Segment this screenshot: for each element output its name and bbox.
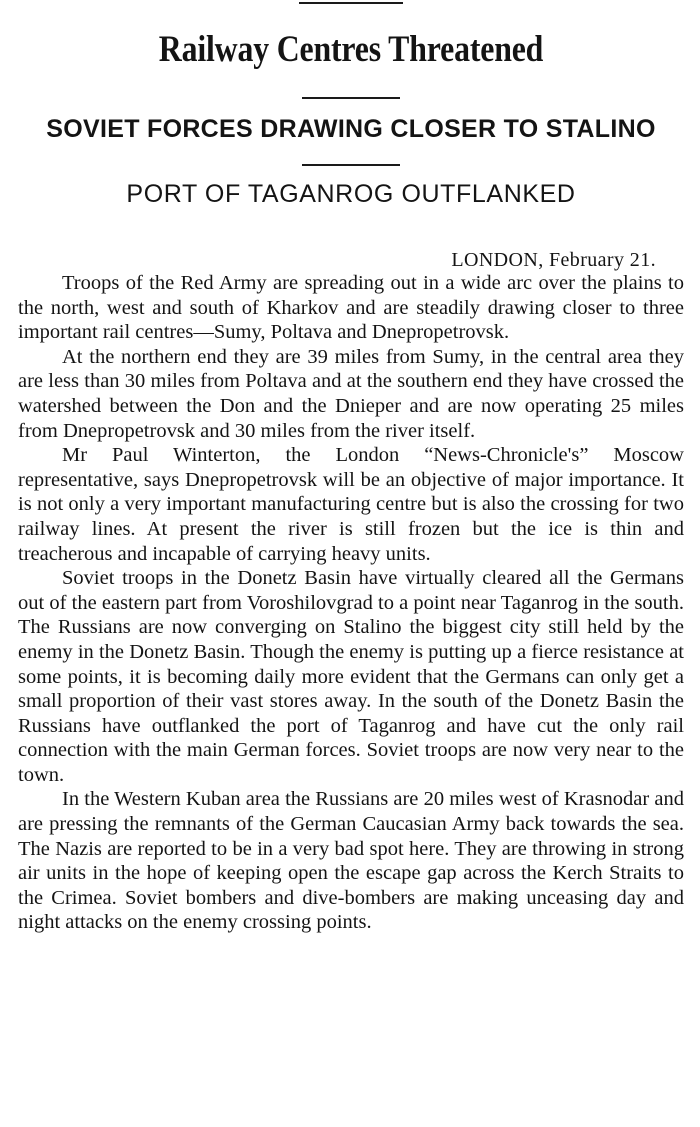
article-paragraph: Soviet troops in the Donetz Basin have virtually cleared all the Germans out of the eastern part from Voroshilovgrad to a point near Taganrog in the south. The Russians are now converging on Stalino the biggest city still held by the enemy in the Donetz Basin. Though the enemy is putting up a fierce resistance at some points, it is becoming daily more evident that the Germans can only get a small proportion of their vast stores away. In the south of the Donetz Basin the Russians have outflanked the port of Taganrog and have cut the only rail connection with the main German forces. Soviet troops are now very near to the town.: [18, 567, 684, 786]
headline-divider: [302, 97, 400, 99]
article-paragraph: Troops of the Red Army are spreading out in a wide arc over the plains to the north, west and south of Kharkov and are steadily drawing closer to three important rail centres—Sumy, Poltava and Dnepropetrovsk.: [18, 272, 684, 344]
article-paragraph: Mr Paul Winterton, the London “News-Chronicle's” Moscow representative, says Dnepropetrovsk will be an objective of major importance. It is not only a very important manufacturing centre but is also the crossing for two railway lines. At present the river is still frozen but the ice is thin and treacherous and incapable of carrying heavy units.: [18, 444, 684, 565]
article-body: [18, 271, 684, 935]
secondary-subheadline: PORT OF TAGANROG OUTFLANKED: [126, 180, 576, 208]
headline: Railway Centres Threatened: [158, 29, 544, 70]
newspaper-clipping: [0, 2, 700, 1127]
article-paragraph: At the northern end they are 39 miles from Sumy, in the central area they are less than 30 miles from Poltava and at the southern end they have crossed the watershed between the Don and the Dnieper and are now operating 25 miles from Dnepropetrovsk and 30 miles from the river itself.: [18, 345, 684, 442]
subheadline: SOVIET FORCES DRAWING CLOSER TO STALINO: [46, 115, 656, 143]
top-rule: [299, 2, 403, 4]
dateline: LONDON, February 21.: [451, 249, 656, 271]
subheadline-divider: [302, 164, 400, 166]
article-paragraph: In the Western Kuban area the Russians are 20 miles west of Krasnodar and are pressing the remnants of the German Caucasian Army back towards the sea. The Nazis are reported to be in a very bad spot here. They are throwing in strong air units in the hope of keeping open the escape gap across the Kerch Straits to the Crimea. Soviet bombers and dive-bombers are making unceasing day and night attacks on the enemy crossing points.: [18, 788, 684, 934]
